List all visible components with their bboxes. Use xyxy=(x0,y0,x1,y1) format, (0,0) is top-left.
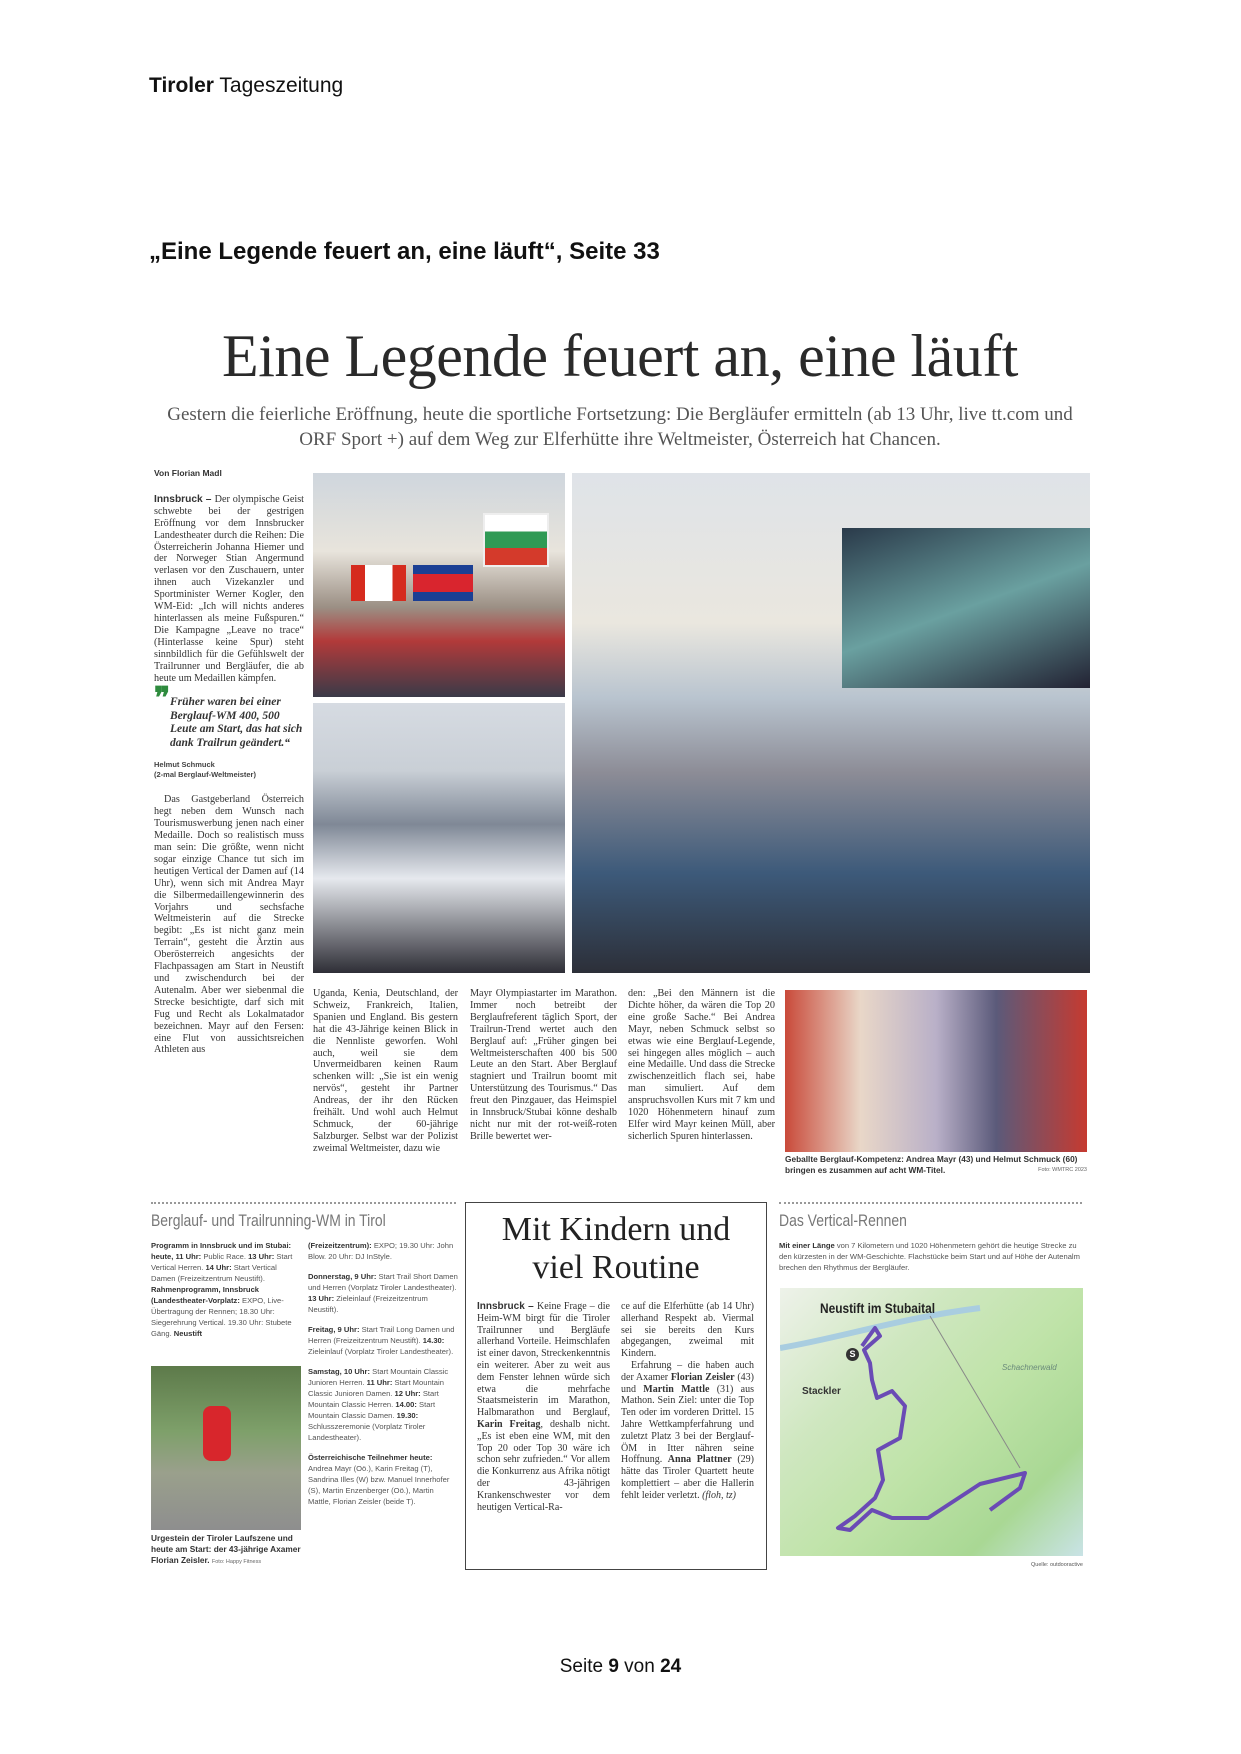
pull-quote xyxy=(154,682,304,750)
photo-credit: Foto: Happy Fitness xyxy=(211,1559,262,1565)
article-subtitle: Gestern die feierliche Eröffnung, heute die sportliche Fortsetzung: Die Bergläufer ermitteln (ab 13 Uhr, live tt.com und ORF Sport +) auf dem Weg zur Elferhütte ihre Weltmeister, Österreich hat Chancen. xyxy=(167,404,1073,450)
paragraph xyxy=(621,1301,754,1360)
intro-text: von 7 Kilometern und 1020 Höhenmetern gehört die heutige Strecke zu den kürzesten in der WM-Geschichte. Flachstücke beim Start und auf Höhe der Autenalm brechen den Rhythmus der Bergläufer. xyxy=(779,1241,1080,1272)
paragraph xyxy=(308,1452,458,1507)
photo-mayr-schmuck xyxy=(785,990,1087,1152)
text-run: Start Trail Short Damen und Herren (Vorplatz Tiroler Landestheater). xyxy=(308,1272,458,1292)
text-run: EXPO; 19.30 Uhr: John Blow. 20 Uhr: DJ InStyle. xyxy=(308,1241,454,1261)
sidebar-article-box xyxy=(465,1202,767,1570)
text-run: ce auf die Elferhütte (ab 14 Uhr) allerhand Respekt ab. Viermal sei sie bereits den Kurs abgegangen, zweimal mit Kindern. xyxy=(621,1301,754,1360)
vertical-box-title: Das Vertical-Rennen xyxy=(779,1211,907,1230)
text-run: Martin Mattle xyxy=(643,1383,710,1395)
cambodia-flag xyxy=(413,565,473,601)
body-paragraph: Das Gastgeberland Österreich hegt neben dem Wunsch nach Tourismuswerbung jenen nach einer Medaille. Doch so realistisch muss man sein: Die größte, wenn nicht sogar einzige Chance tut sich im heutigen Vertical der Damen auf (14 Uhr), wenn sich mit Andrea Mayr die Silbermedaillengewinnerin des Vorjahrs und sechsfache Weltmeisterin auf die Strecke begibt: „Es ist nicht ganz mein Terrain“, gesteht die Ärztin aus Oberösterreich angesichts der Flachpassagen am Start in Neustift und zwischendurch bei der Autenalm. Aber wer siebenmal die Strecke besichtigte, darf sich mit Fug und Recht als Lokalmatador bezeichnen. Mayr auf den Fersen: eine Flut von aussichtsreichen Athleten aus xyxy=(154,794,304,1056)
article-column-4: den: „Bei den Männern ist die Dichte höher, da wären die Top 20 eine große Sache.“ Bei Andrea Mayr, neben Schmuck selbst so etwas wie eine Berglauf-Legende, sei hingegen alles möglich – auch eine Medaille. Und dass die Strecke zwischenzeitlich flach sei, habe man simuliert. Auf dem anspruchsvollen Kurs mit 7 km und 1020 Höhenmetern hinauf zum Elfer wird Mayr keinen Müll, aber sicherlich Spuren hinterlassen. xyxy=(628,988,775,1142)
text-run: Erfahrung – die haben auch der Axamer xyxy=(621,1359,754,1383)
text-run: 13 Uhr: xyxy=(248,1252,277,1261)
text-run: , deshalb nicht. „Es ist eben eine WM, mit den Top 20 oder Top 30 wäre ich schon sehr zufrieden.“ Vor allem die Konkurrenz aus Afrika nötigt der 43-jährigen Krankenschwester vor dem heutigen Vertical-Ra- xyxy=(477,1418,610,1513)
photo-cheering-athletes xyxy=(313,703,565,973)
text-run: Programm in Innsbruck und im Stubai: heute, 11 Uhr: xyxy=(151,1241,292,1261)
divider xyxy=(151,1202,456,1204)
quote-text: Früher waren bei einer Berglauf-WM 400, 500 Leute am Start, das hat sich dank Trailrun geändert.“ xyxy=(170,696,303,749)
page-number xyxy=(0,1656,1241,1678)
photo-credit: Foto: WMTRC 2023 xyxy=(1038,1167,1087,1173)
route-map xyxy=(780,1288,1083,1556)
photo-crowd-stage xyxy=(572,473,1090,973)
paragraph xyxy=(151,1240,301,1339)
text-run: EXPO, Live-Übertragung der Rennen; 18.30 Uhr: Siegerehrung Vertical. 19.30 Uhr: Stubete Gäng. xyxy=(151,1296,292,1338)
map-label-stackler: Stackler xyxy=(802,1386,841,1397)
article-headline: Eine Legende feuert an, eine läuft xyxy=(222,323,1018,389)
clipping-title: „Eine Legende feuert an, eine läuft“, Seite 33 xyxy=(149,238,660,265)
start-marker-icon: S xyxy=(846,1348,859,1361)
text-run: Schlusszeremonie (Vorplatz Tiroler Landestheater). xyxy=(308,1422,426,1442)
dateline: Innsbruck – xyxy=(154,493,215,505)
map-label-forest: Schachnerwald xyxy=(1002,1363,1057,1372)
text-run: Donnerstag, 9 Uhr: xyxy=(308,1272,379,1281)
text-run: (floh, tz) xyxy=(702,1489,736,1501)
text-run: Andrea Mayr (Oö.), Karin Freitag (T), Sandrina Illes (W) bzw. Manuel Innerhofer (S), Martin Enzenberger (Oö.), Martin Mattle, Florian Zeisler (beide T). xyxy=(308,1464,450,1506)
sidebar-col1-text xyxy=(477,1301,610,1513)
text-run: Anna Plattner xyxy=(667,1454,732,1466)
route-svg xyxy=(780,1288,1083,1556)
text-run: (29) hätte das Tiroler Quartett heute komplettiert – aber die Hallerin fehlt leider verletzt. xyxy=(621,1454,754,1501)
newspaper-name xyxy=(149,74,343,98)
paragraph xyxy=(308,1240,458,1262)
text-run: Start Mountain Classic Herren. xyxy=(308,1389,439,1409)
brand-rest: Tageszeitung xyxy=(213,74,344,97)
article-column-2: Uganda, Kenia, Deutschland, der Schweiz, Frankreich, Italien, Spanien und England. Bis gestern hat die 43-Jährige keinen Blick in die Nennliste geworfen. Wohl auch, weil sie dem Unvermeidbaren keinen Raum schenken will: „Sie ist ein wenig nervös“, gesteht ihr Partner Andreas, der ihr den Rücken freihält. Und wohl auch Helmut Schmuck, der 60-jährige Salzburger. Selbst war der Polizist zweimal Weltmeister, dazu wie xyxy=(313,988,458,1154)
article-column-3: Mayr Olympiastarter im Marathon. Immer noch betreibt der Berglaufreferent täglich Sport, der Trailrun-Trend wertet auch den Berglauf auf: „Früher gingen bei Weltmeisterschaften 400 bis 500 Leute an den Start. Aber Berglauf stagniert und Trailrun boomt mit Unterstützung des Tourismus.“ Das freut den Pinzgauer, das Heimspiel in Innsbruck/Stubai könne deshalb nicht nur mit der rot-weiß-roten Brille bewertet wer- xyxy=(470,988,617,1142)
text-run: (43) und xyxy=(621,1371,754,1395)
program-left xyxy=(151,1240,301,1348)
program-box-title: Berglauf- und Trailrunning-WM in Tirol xyxy=(151,1211,386,1230)
paragraph xyxy=(477,1301,610,1513)
map-source: Quelle: outdooractive xyxy=(1031,1562,1083,1568)
sidebar-column-2 xyxy=(621,1301,754,1502)
photo-zeisler-running xyxy=(151,1366,301,1530)
text-run: 12 Uhr: xyxy=(394,1389,423,1398)
text-run: 14.30: xyxy=(422,1336,445,1345)
lead-paragraph xyxy=(154,494,304,685)
text-run: 14 Uhr: xyxy=(205,1263,234,1272)
canada-flag xyxy=(351,565,406,601)
page-mid: von xyxy=(618,1656,661,1677)
text-run: 13 Uhr: xyxy=(308,1294,337,1303)
text-run: Start Vertical Damen (Freizeitzentrum Neustift). xyxy=(151,1263,277,1283)
page-current: 9 xyxy=(608,1656,619,1677)
bulgaria-flag xyxy=(483,513,549,567)
intro-bold: Mit einer Länge xyxy=(779,1241,835,1250)
text-run: Karin Freitag xyxy=(477,1418,541,1430)
sidebar-headline xyxy=(466,1211,766,1287)
text-run: Start Mountain Classic Junioren Herren. xyxy=(308,1367,449,1387)
headline-line-2: viel Routine xyxy=(532,1249,700,1286)
text-run: (Freizeitzentrum): xyxy=(308,1241,374,1250)
stage xyxy=(842,528,1090,688)
text-run: Keine Frage – die Heim-WM birgt für die Tiroler Trailrunner und Bergläufe allerhand Vorteile. Heimschlafen ist einer davon, Streckenkenntnis ein weiterer. Aber zu weit aus dem Fenster lehnen würde sich etwa die mehrfache Staatsmeisterin im Marathon, Halbmarathon und Berglauf, xyxy=(477,1301,610,1419)
text-run: Florian Zeisler xyxy=(670,1371,735,1383)
text-run: 19.30: xyxy=(396,1411,419,1420)
text-run: Zieleinlauf (Freizeitzentrum Neustift). xyxy=(308,1294,428,1314)
text-run: Start Mountain Classic Junioren Damen. xyxy=(308,1378,444,1398)
text-run: Neustift xyxy=(173,1329,203,1338)
byline: Von Florian Madl xyxy=(154,468,222,478)
text-run: Österreichische Teilnehmer heute: xyxy=(308,1453,433,1462)
cable-car-line xyxy=(930,1316,1020,1468)
brand-bold: Tiroler xyxy=(149,74,214,97)
divider xyxy=(779,1202,1082,1204)
page-prefix: Seite xyxy=(559,1656,609,1677)
text-run: (31) aus Mathon. Sein Ziel: unter die Top Ten oder im vorderen Drittel. 15 Jahre Wettkampferfahrung und zuletzt Platz 3 bei der Berglauf-ÖM in Itter nähren seine Hoffnung. xyxy=(621,1383,754,1466)
vertical-intro xyxy=(779,1240,1084,1273)
quote-mark-icon: ❞ xyxy=(154,682,171,716)
text-run: Samstag, 10 Uhr: xyxy=(308,1367,373,1376)
quote-role: (2-mal Berglauf-Weltmeister) xyxy=(154,770,256,780)
headline-line-1: Mit Kindern und xyxy=(501,1211,731,1248)
dateline: Innsbruck – xyxy=(477,1301,537,1312)
text-run: Rahmenprogramm, Innsbruck (Landestheater-Vorplatz: xyxy=(151,1285,260,1305)
paragraph xyxy=(308,1324,458,1357)
sidebar-column-1 xyxy=(477,1301,610,1513)
text-run: Start Trail Long Damen und Herren (Freizeitzentrum Neustift). xyxy=(308,1325,455,1345)
map-title: Neustift im Stubaital xyxy=(820,1300,936,1316)
text-run: Zieleinlauf (Vorplatz Tiroler Landestheater). xyxy=(308,1347,454,1356)
program-right xyxy=(308,1240,458,1516)
paragraph xyxy=(308,1271,458,1315)
paragraph xyxy=(308,1366,458,1443)
article-column-1 xyxy=(154,468,304,1056)
caption-text: Geballte Berglauf-Kompetenz: Andrea Mayr (43) und Helmut Schmuck (60) bringen es zusammen auf acht WM-Titel. xyxy=(785,1154,1078,1175)
paragraph xyxy=(621,1360,754,1502)
program-photo-caption xyxy=(151,1533,303,1568)
text-run: Public Race. xyxy=(203,1252,249,1261)
runner-shirt xyxy=(203,1406,231,1461)
lead-text: Der olympische Geist schwebte bei der gestrigen Eröffnung vor dem Innsbrucker Landestheater durch die Reihen: Die Österreicherin Johanna Hiemer und der Norweger Stian Angermund verlasen vor den Zuschauern, unter ihnen auch Vizekanzler und Sportminister Werner Kogler, den WM-Eid: „Ich will nichts anderes hinterlassen als meine Fußspuren.“ Die Kampagne „Leave no trace“ (Hinterlasse keine Spur) steht sinnbildlich für die Gefühlswelt der Trailrunner und Bergläufer, die ab heute um Medaillen kämpfen. xyxy=(154,493,305,684)
page-total: 24 xyxy=(660,1656,682,1677)
text-run: Freitag, 9 Uhr: xyxy=(308,1325,362,1334)
quote-attribution xyxy=(154,760,304,780)
quote-author: Helmut Schmuck xyxy=(154,760,215,770)
caption-text: Urgestein der Tiroler Laufszene und heute am Start: der 43-jährige Axamer Florian Zeisler. xyxy=(151,1533,301,1565)
text-run: 14.00: xyxy=(395,1400,420,1409)
text-run: Start Vertical Herren. xyxy=(151,1252,293,1272)
photo-opening-flags xyxy=(313,473,565,697)
text-run: 11 Uhr: xyxy=(366,1378,395,1387)
photo-caption xyxy=(785,1154,1087,1176)
text-run: Start Mountain Classic Damen. xyxy=(308,1400,436,1420)
